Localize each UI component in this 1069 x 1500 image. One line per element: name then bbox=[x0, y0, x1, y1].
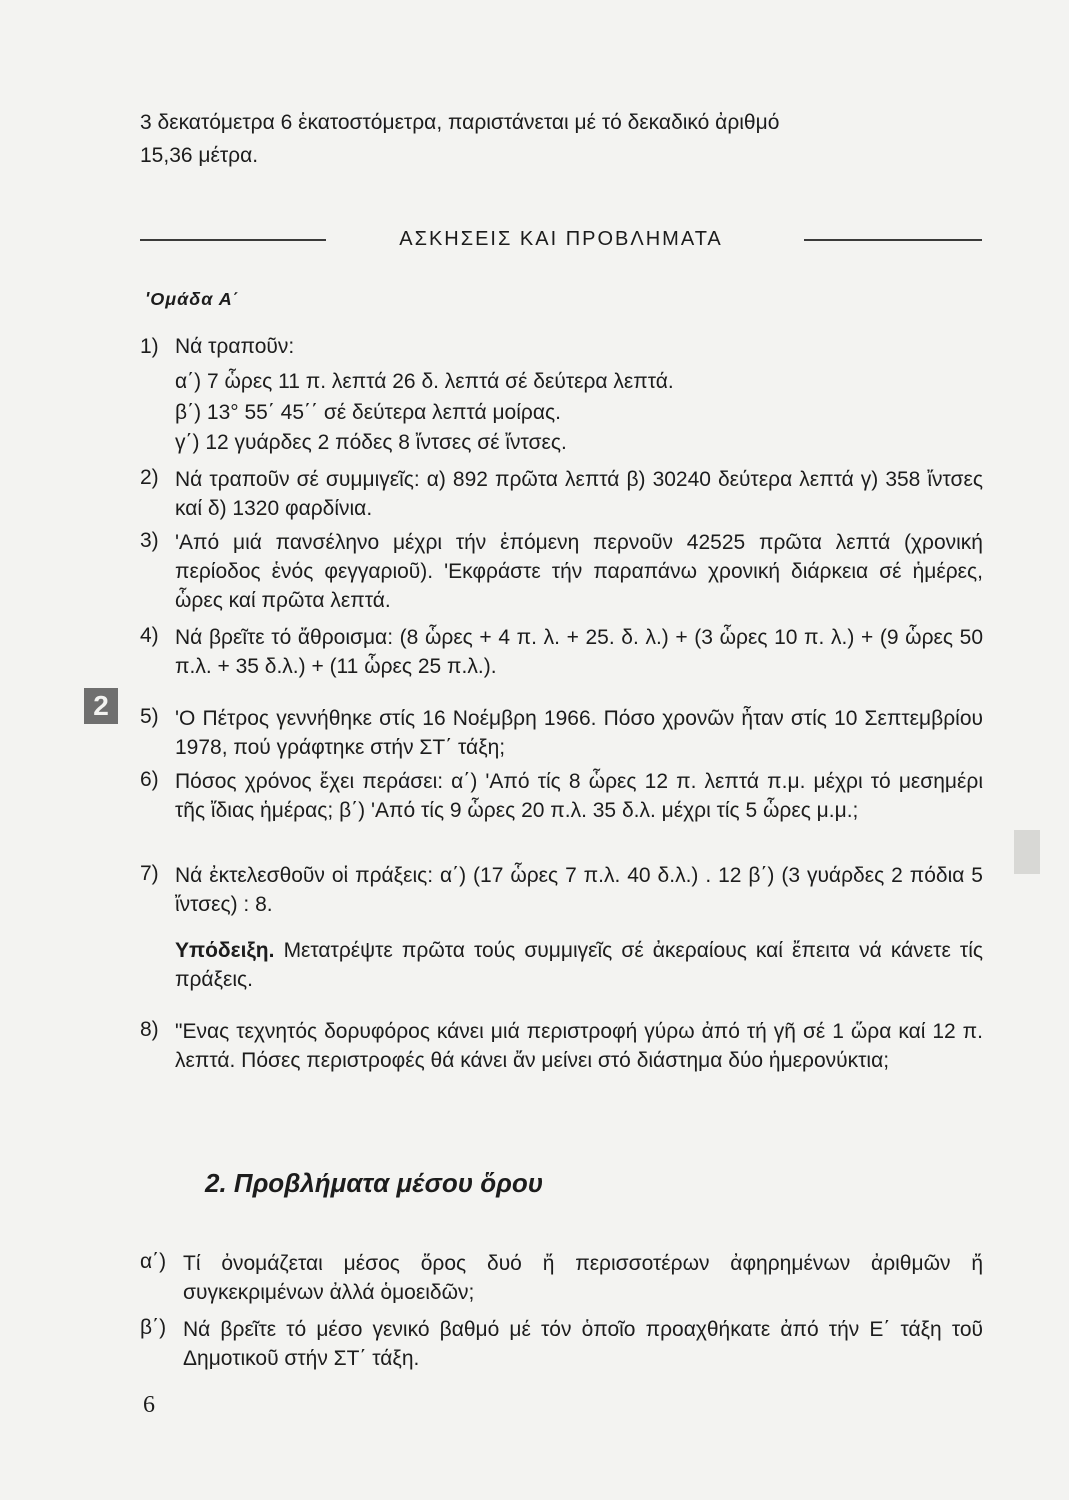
exercise-7-number: 7) bbox=[140, 862, 159, 885]
group-label: 'Ομάδα Α΄ bbox=[145, 289, 240, 309]
exercise-6-text: Πόσος χρόνος ἔχει περάσει: α΄) 'Από τίς 8 ὧρες 12 π. λεπτά π.μ. μέχρι τό μεσημέρι τῆς ἴδιας ἡμέρας; β΄) 'Από τίς 9 ὧρες 20 π.λ. 35 δ.λ. μέχρι τίς 5 ὧρες μ.μ.; bbox=[175, 770, 983, 822]
exercise-7-text: Νά ἐκτελεσθοῦν οἱ πράξεις: α΄) (17 ὧρες 7 π.λ. 40 δ.λ.) . 12 β΄) (3 γυάρδες 2 πόδια 5 ἴντσες) : 8. bbox=[175, 864, 983, 916]
exercise-8-number: 8) bbox=[140, 1018, 159, 1041]
section-item-b-label: β΄) bbox=[140, 1316, 167, 1339]
exercises-heading bbox=[140, 228, 982, 254]
section-item-a-text: Τί ὀνομάζεται μέσος ὅρος δυό ἤ περισσοτέρων ἀφηρημένων ἀριθμῶν ἤ συγκεκριμένων ἀλλά ὁμοειδῶν; bbox=[183, 1252, 983, 1304]
exercise-5-text: 'Ο Πέτρος γεννήθηκε στίς 16 Νοέμβρη 1966. Πόσο χρονῶν ἦταν στίς 10 Σεπτεμβρίου 1978, πού γράφτηκε στήν ΣΤ΄ τάξη; bbox=[175, 707, 983, 759]
exercise-4-number: 4) bbox=[140, 624, 159, 647]
exercise-3-text: 'Από μιά πανσέληνο μέχρι τήν ἑπόμενη περνοῦν 42525 πρῶτα λεπτά (χρονική περίοδος ἑνός φεγγαριοῦ). 'Εκφράστε τήν παραπάνω χρονική διάρκεια σέ ἡμέρες, ὧρες καί πρῶτα λεπτά. bbox=[175, 531, 983, 612]
exercise-3-number: 3) bbox=[140, 529, 159, 552]
exercise-5-number: 5) bbox=[140, 705, 159, 728]
exercise-1-number: 1) bbox=[140, 335, 159, 358]
exercise-6-number: 6) bbox=[140, 768, 159, 791]
chapter-badge: 2 bbox=[84, 688, 118, 724]
section-item-b-text: Νά βρεῖτε τό μέσο γενικό βαθμό μέ τόν ὁποῖο προαχθήκατε ἀπό τήν Ε΄ τάξη τοῦ Δημοτικοῦ στήν ΣΤ΄ τάξη. bbox=[183, 1318, 983, 1370]
hint-paragraph bbox=[175, 936, 983, 994]
exercise-8-text: "Ενας τεχνητός δορυφόρος κάνει μιά περιστροφή γύρω ἀπό τή γῆ σέ 1 ὥρα καί 12 π. λεπτά. Πόσες περιστροφές θά κάνει ἄν μείνει στό διάστημα δύο ἡμερονύκτια; bbox=[175, 1020, 983, 1072]
section-item-a-label: α΄) bbox=[140, 1250, 167, 1273]
exercise-2-number: 2) bbox=[140, 466, 159, 489]
intro-line-1: 3 δεκατόμετρα 6 ἑκατοστόμετρα, παριστάνεται μέ τό δεκαδικό ἀριθμό bbox=[140, 111, 780, 134]
exercise-2-text: Νά τραποῦν σέ συμμιγεῖς: α) 892 πρῶτα λεπτά β) 30240 δεύτερα λεπτά γ) 358 ἴντσες καί δ) 1320 φαρδίνια. bbox=[175, 468, 983, 520]
exercise-4-text: Νά βρεῖτε τό ἄθροισμα: (8 ὧρες + 4 π. λ. + 25. δ. λ.) + (3 ὧρες 10 π. λ.) + (9 ὧρες 50 π.λ. + 35 δ.λ.) + (11 ὧρες 25 π.λ.). bbox=[175, 626, 983, 678]
exercise-1-sub-c: γ΄) 12 γυάρδες 2 πόδες 8 ἴντσες σέ ἴντσες. bbox=[175, 431, 567, 454]
exercise-1-text: Νά τραποῦν: bbox=[175, 335, 295, 358]
bleed-through-badge bbox=[1014, 830, 1040, 874]
exercises-heading-title: ΑΣΚΗΣΕΙΣ ΚΑΙ ΠΡΟΒΛΗΜΑΤΑ bbox=[399, 228, 723, 250]
hint-text: Μετατρέψτε πρῶτα τούς συμμιγεῖς σέ ἀκεραίους καί ἔπειτα νά κάνετε τίς πράξεις. bbox=[175, 939, 983, 991]
section-title: 2. Προβλήματα μέσου ὅρου bbox=[205, 1168, 544, 1198]
exercise-1-sub-b: β΄) 13° 55΄ 45΄΄ σέ δεύτερα λεπτά μοίρας. bbox=[175, 401, 561, 424]
exercise-1-sub-a: α΄) 7 ὧρες 11 π. λεπτά 26 δ. λεπτά σέ δεύτερα λεπτά. bbox=[175, 370, 674, 393]
heading-rule-right bbox=[804, 239, 982, 241]
page-number: 6 bbox=[143, 1392, 155, 1418]
intro-line-2: 15,36 μέτρα. bbox=[140, 144, 259, 167]
hint-label: Υπόδειξη. bbox=[175, 939, 275, 962]
